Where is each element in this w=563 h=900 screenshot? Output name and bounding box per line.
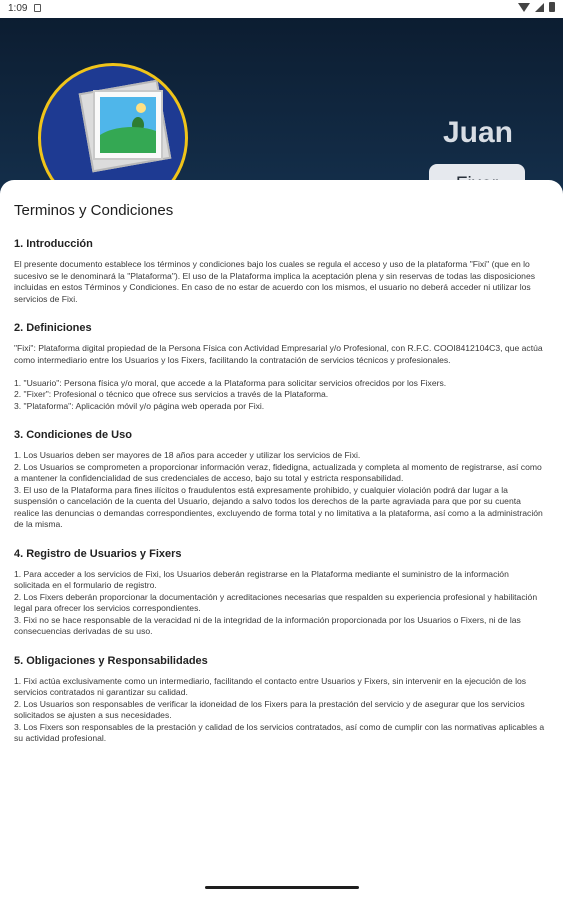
terms-title: Terminos y Condiciones <box>14 202 174 219</box>
terms-bottom-sheet[interactable] <box>0 180 563 900</box>
home-indicator[interactable] <box>205 886 359 889</box>
section-heading: 2. Definiciones <box>14 322 92 334</box>
terms-section <box>14 429 547 531</box>
section-heading: 3. Condiciones de Uso <box>14 429 132 441</box>
battery-icon <box>549 2 555 12</box>
status-bar <box>0 0 563 18</box>
section-body: El presente documento establece los términos y condiciones bajo los cuales se regula el acceso y uso de la plataforma "Fixi" (que en lo sucesivo se le denominará la "Plataforma"). El uso de la Plataforma implica la aceptación plena y sin reservas de todas las disposiciones incluidas en estos Términos y Condiciones. En caso de no estar de acuerdo con los mismos, el usuario no deberá acceder ni utilizar los servicios de Fixi. <box>14 259 536 304</box>
terms-section <box>14 655 547 745</box>
section-heading: 5. Obligaciones y Responsabilidades <box>14 654 208 667</box>
section-body: 1. Los Usuarios deben ser mayores de 18 años para acceder y utilizar los servicios de Fixi. 2. Los Usuarios se comprometen a proporcionar información veraz, fidedigna, actualizada y completa al momento de registrarse, así como a mantener la confidencialidad de sus credenciales de acceso, bajo su total y estricta responsabilidad. 3. El uso de la Plataforma para fines ilícitos o fraudulentos está expresamente prohibido, y cualquier violación podrá dar lugar a la suspensión o cancelación de la cuenta del Usuario, dejando a salvo todos los derechos de la parte agraviada para que por su cuenta realice las denuncias o demandas correspondientes, excluyendo de forma total y no limitativa a la plataforma, así como a la administración de la misma. <box>14 450 543 529</box>
status-time: 1:09 <box>8 3 28 14</box>
section-heading: 1. Introducción <box>14 238 93 250</box>
profile-name: Juan <box>442 116 513 149</box>
terms-section <box>14 238 547 305</box>
wifi-icon <box>518 3 530 12</box>
terms-section <box>14 548 547 638</box>
section-body: 1. Para acceder a los servicios de Fixi, los Usuarios deberán registrarse en la Plataforma mediante el suministro de la información solicitada en el formulario de registro. 2. Los Fixers deberán proporcionar la documentación y acreditaciones necesarias que respalden su experiencia profesional y habilitación legal para ofrecer los servicios correspondientes. 3. Fixi no se hace responsable de la veracidad ni de la integridad de la información proporcionada por los Usuarios o Fixers, ni de las consecuencias derivadas de su uso. <box>14 568 538 636</box>
status-icons <box>518 2 555 12</box>
image-placeholder-icon <box>93 90 163 160</box>
signal-icon <box>535 3 544 12</box>
section-heading: 4. Registro de Usuarios y Fixers <box>14 547 182 560</box>
section-body: "Fixi": Plataforma digital propiedad de la Persona Física con Actividad Empresarial y/o Profesional, con R.F.C. COOI8412104C3, que actúa como intermediario entre los Usuarios y los Fixers, facilitando la contratación de servicios técnicos y profesionales. 1. "Usuario": Persona física y/o moral, que accede a la Plataforma para solicitar servicios ofrecidos por los Fixers. 2. "Fixer": Profesional o técnico que ofrece sus servicios a través de la Plataforma. 3. "Plataforma": Aplicación móvil y/o página web operada por Fixi. <box>14 343 543 411</box>
sim-card-icon <box>34 4 41 12</box>
terms-section <box>14 322 547 412</box>
section-body: 1. Fixi actúa exclusivamente como un intermediario, facilitando el contacto entre Usuarios y Fixers, sin intervenir en la ejecución de los servicios contratados ni garantizar su calidad. 2. Los Usuarios son responsables de verificar la idoneidad de los Fixers para la prestación del servicio y de asegurar que los servicios solicitados se ajusten a sus necesidades. 3. Los Fixers son responsables de la prestación y calidad de los servicios contratados, así como de cumplir con las normativas aplicables a su actividad profesional. <box>14 675 545 743</box>
